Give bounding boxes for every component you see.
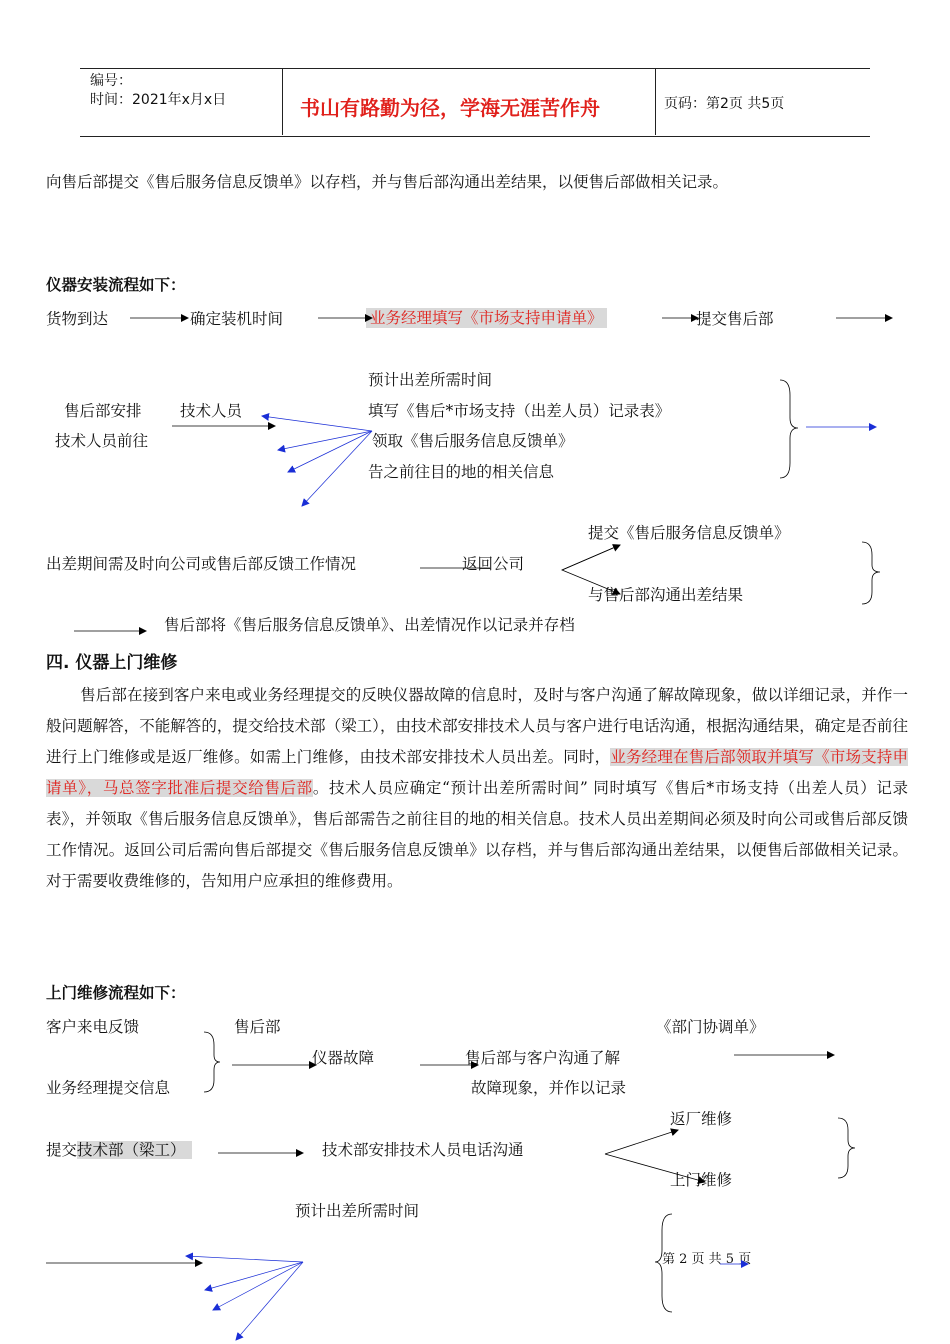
paragraph-highlight: 业务经理在售后部领取并填写《市场支持申请单》，马总签字批准后提交给售后部 [46, 748, 908, 797]
communicate-result: 与售后部沟通出差结果 [588, 586, 744, 604]
brace [862, 542, 880, 604]
return-factory-repair: 返厂维修 [670, 1110, 733, 1128]
tech-staff: 技术人员 [180, 402, 243, 420]
fan-arrow [288, 431, 372, 472]
brace [838, 1118, 855, 1178]
return-company: 返回公司 [462, 555, 525, 573]
step-submit-aftersales: 提交售后部 [696, 310, 774, 328]
fan-arrow [278, 431, 372, 450]
fan-arrow [262, 416, 372, 431]
archive-record: 售后部将《售后服务信息反馈单》、出差情况作以记录并存档 [164, 616, 575, 634]
record-fault: 故障现象，并作以记录 [471, 1079, 627, 1097]
fan-arrow [302, 431, 372, 506]
arrow [605, 1130, 678, 1154]
submit-feedback-form: 提交《售后服务信息反馈单》 [588, 524, 790, 542]
brace [780, 380, 798, 478]
fan-arrow [186, 1256, 303, 1262]
estimate-trip-time: 预计出差所需时间 [295, 1202, 420, 1220]
arrow [562, 545, 620, 570]
aftersales-arrange: 售后部安排 [64, 402, 142, 420]
brace [204, 1032, 220, 1092]
fan-arrow [236, 1262, 303, 1340]
fan-arrow [205, 1262, 303, 1290]
tech-dept-highlight: 技术部（梁工） [77, 1141, 192, 1159]
step-goods-arrive: 货物到达 [46, 310, 109, 328]
tech-phone-communication: 技术部安排技术人员电话沟通 [322, 1141, 524, 1159]
step-fill-application: 业务经理填写《市场支持申请单》 [366, 308, 607, 328]
task-estimate-time: 预计出差所需时间 [368, 371, 493, 389]
header-page-number: 页码：第2页 共5页 [664, 96, 785, 112]
report-during-trip: 出差期间需及时向公司或售后部反馈工作情况 [46, 555, 357, 573]
tech-go: 技术人员前往 [55, 432, 149, 450]
task-get-feedback-form: 领取《售后服务信息反馈单》 [372, 432, 574, 450]
intro-line: 向售后部提交《售后服务信息反馈单》以存档，并与售后部沟通出差结果，以便售后部做相关记录。 [46, 173, 729, 191]
step-confirm-time: 确定装机时间 [190, 310, 284, 328]
branch-arrow [562, 545, 620, 594]
repair-flow-title: 上门维修流程如下： [46, 984, 186, 1002]
brace [655, 1214, 672, 1312]
source-manager-info: 业务经理提交信息 [46, 1079, 171, 1097]
header-motto: 书山有路勤为径，学海无涯苦作舟 [300, 96, 600, 120]
fan-arrow [213, 1262, 303, 1310]
aftersales-dept: 售后部 [234, 1018, 281, 1036]
coordination-form: 《部门协调单》 [656, 1018, 765, 1036]
arrow [605, 1154, 705, 1182]
communicate-customer: 售后部与客户沟通了解 [465, 1049, 621, 1067]
paragraph-text: 售后部在接到客户来电或业务经理提交的反映仪器故障的信息时，及时与客户沟通了解故障现象，做以详细记录，并作一般问题解答，不能解答的，提交给技术部（梁工），由技术部安排技术人员与客户进行电话沟通，根据沟通结果，确定是否前往进行上门维修或是返厂维修。如需上门维修，由技术部安排技术人员出差。同时， [46, 686, 908, 766]
task-fill-record: 填写《售后*市场支持（出差人员）记录表》 [368, 402, 671, 420]
source-customer-call: 客户来电反馈 [46, 1018, 140, 1036]
footer-page-number: 第 2 页 共 5 页 [662, 1252, 752, 1267]
doc-time: 时间：2021年x月x日 [90, 92, 227, 108]
install-flow-title: 仪器安装流程如下： [46, 276, 186, 294]
submit-prefix: 提交 [46, 1141, 78, 1159]
paragraph-text-tail: 。技术人员应确定“预计出差所需时间” 同时填写《售后*市场支持（出差人员）记录表》，并领取《售后服务信息反馈单》，售后部需告之前往目的地的相关信息。技术人员出差期间必须及时向公司或售后部反馈工作情况。返回公司后需向售后部提交《售后服务信息反馈单》以存档，并与售后部沟通出差结果，以便售后部做相关记录。对于需要收费维修的，告知用户应承担的维修费用。 [46, 779, 908, 890]
onsite-repair: 上门维修 [670, 1171, 733, 1189]
instrument-fault: 仪器故障 [312, 1049, 375, 1067]
task-inform-destination: 告之前往目的地的相关信息 [368, 463, 555, 481]
doc-code: 编号： [90, 73, 132, 89]
section-heading: 四. 仪器上门维修 [46, 653, 178, 673]
